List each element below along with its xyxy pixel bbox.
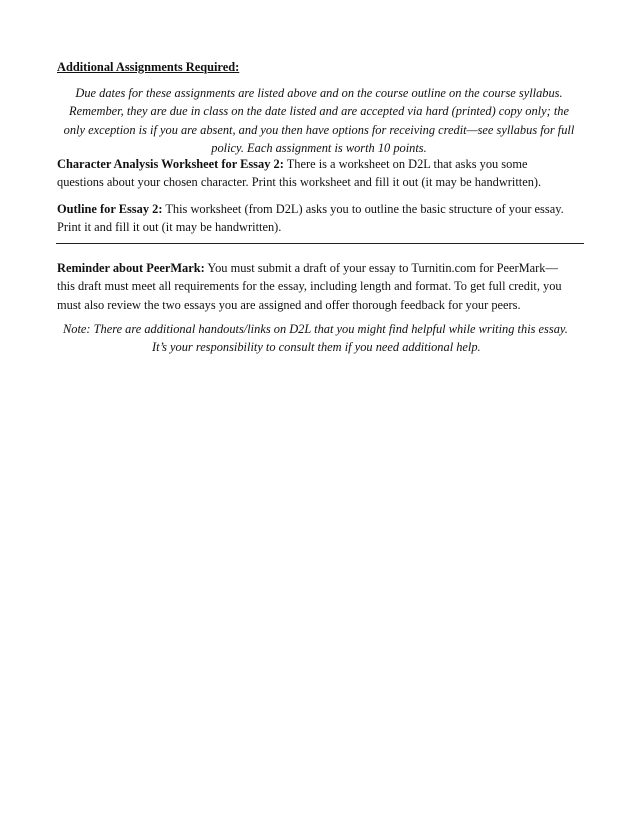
intro-line: policy. Each assignment is worth 10 points. <box>211 141 427 156</box>
reminder-line <box>57 259 583 277</box>
reminder-line: must also review the two essays you are assigned and offer thorough feedback for your peers. <box>57 297 521 312</box>
character-worksheet-label: Character Analysis Worksheet for Essay 2: <box>57 157 284 171</box>
outline-line <box>57 200 583 218</box>
character-worksheet-line: questions about your chosen character. Print this worksheet and fill it out (it may be handwritten). <box>57 175 542 190</box>
note-line: It’s your responsibility to consult them if you need additional help. <box>152 340 481 355</box>
outline-line: Print it and fill it out (it may be handwritten). <box>57 220 282 235</box>
character-worksheet-paragraph <box>57 155 583 192</box>
note-paragraph <box>57 320 583 357</box>
reminder-line: this draft must meet all requirements for the essay, including length and format. To get full credit, you <box>57 279 562 294</box>
outline-paragraph <box>57 200 583 237</box>
outline-label: Outline for Essay 2: <box>57 202 163 216</box>
intro-line: Remember, they are due in class on the date listed and are accepted via hard (printed) copy only; the <box>69 104 569 119</box>
reminder-text: You must submit a draft of your essay to Turnitin.com for PeerMark— <box>204 261 558 275</box>
intro-line: only exception is if you are absent, and you then have options for receiving credit—see syllabus for full <box>63 122 575 137</box>
horizontal-divider <box>56 243 584 244</box>
character-worksheet-text: There is a worksheet on D2L that asks you some <box>283 157 528 171</box>
section-heading: Additional Assignments Required: <box>57 60 240 74</box>
character-worksheet-line <box>57 155 583 173</box>
intro-line: Due dates for these assignments are listed above and on the course outline on the course syllabus. <box>75 86 563 100</box>
outline-text: This worksheet (from D2L) asks you to outline the basic structure of your essay. <box>162 202 564 216</box>
peermark-reminder-paragraph <box>57 259 583 314</box>
note-line: Note: There are additional handouts/links on D2L that you might find helpful while writing this essay. <box>63 322 568 336</box>
due-dates-paragraph <box>52 84 586 158</box>
reminder-label: Reminder about PeerMark: <box>57 261 205 275</box>
